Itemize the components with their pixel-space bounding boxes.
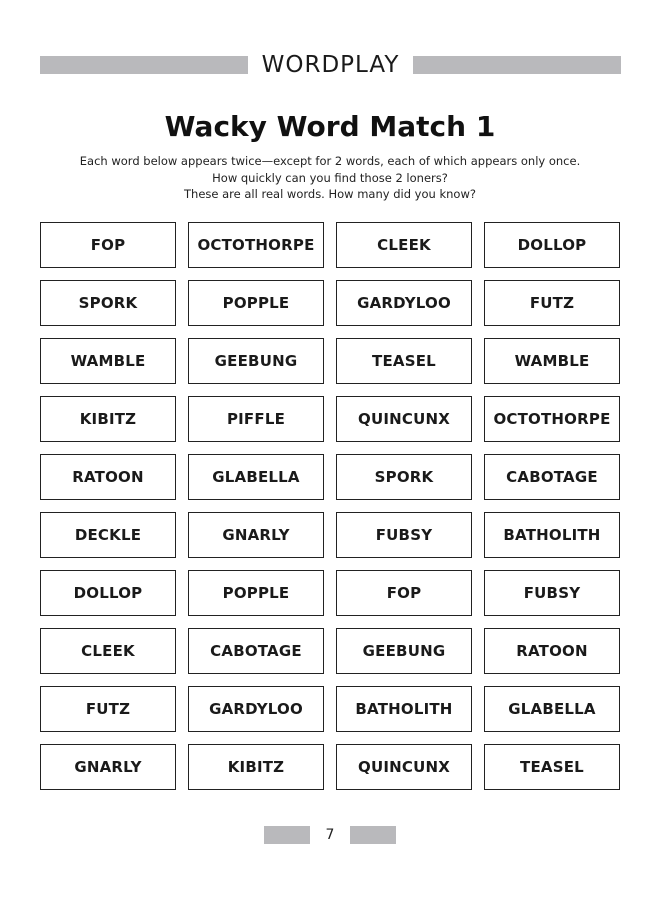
header-bar-right xyxy=(413,56,621,74)
word-cell[interactable]: PIFFLE xyxy=(188,396,324,442)
word-cell[interactable]: GARDYLOO xyxy=(188,686,324,732)
word-cell[interactable]: BATHOLITH xyxy=(484,512,620,558)
word-cell[interactable]: DOLLOP xyxy=(484,222,620,268)
word-cell[interactable]: RATOON xyxy=(40,454,176,500)
footer-bar-left xyxy=(264,826,310,844)
footer-bar-right xyxy=(350,826,396,844)
word-cell[interactable]: CLEEK xyxy=(40,628,176,674)
word-cell[interactable]: KIBITZ xyxy=(40,396,176,442)
word-cell[interactable]: TEASEL xyxy=(484,744,620,790)
word-cell[interactable]: KIBITZ xyxy=(188,744,324,790)
word-cell[interactable]: GARDYLOO xyxy=(336,280,472,326)
word-cell[interactable]: QUINCUNX xyxy=(336,744,472,790)
section-header xyxy=(40,50,621,80)
instruction-line: Each word below appears twice—except for 2 words, each of which appears only once. xyxy=(79,154,581,168)
word-cell[interactable]: FOP xyxy=(336,570,472,616)
word-cell[interactable]: DECKLE xyxy=(40,512,176,558)
word-grid xyxy=(40,222,620,790)
page-number: 7 xyxy=(325,827,335,843)
word-cell[interactable]: FUTZ xyxy=(484,280,620,326)
word-cell[interactable]: DOLLOP xyxy=(40,570,176,616)
word-cell[interactable]: WAMBLE xyxy=(40,338,176,384)
word-cell[interactable]: FUBSY xyxy=(484,570,620,616)
word-cell[interactable]: QUINCUNX xyxy=(336,396,472,442)
word-cell[interactable]: CABOTAGE xyxy=(188,628,324,674)
word-cell[interactable]: CLEEK xyxy=(336,222,472,268)
page-footer xyxy=(264,825,396,845)
section-label: WORDPLAY xyxy=(261,52,400,78)
word-cell[interactable]: GNARLY xyxy=(40,744,176,790)
word-cell[interactable]: GEEBUNG xyxy=(336,628,472,674)
word-cell[interactable]: BATHOLITH xyxy=(336,686,472,732)
word-cell[interactable]: OCTOTHORPE xyxy=(484,396,620,442)
word-cell[interactable]: GNARLY xyxy=(188,512,324,558)
header-bar-left xyxy=(40,56,248,74)
word-cell[interactable]: SPORK xyxy=(336,454,472,500)
instruction-line: These are all real words. How many did you know? xyxy=(184,187,476,201)
word-cell[interactable]: FUTZ xyxy=(40,686,176,732)
puzzle-title: Wacky Word Match 1 xyxy=(164,110,496,143)
word-cell[interactable]: SPORK xyxy=(40,280,176,326)
word-cell[interactable]: FOP xyxy=(40,222,176,268)
word-cell[interactable]: OCTOTHORPE xyxy=(188,222,324,268)
word-cell[interactable]: TEASEL xyxy=(336,338,472,384)
word-cell[interactable]: FUBSY xyxy=(336,512,472,558)
word-cell[interactable]: GLABELLA xyxy=(188,454,324,500)
word-cell[interactable]: RATOON xyxy=(484,628,620,674)
word-cell[interactable]: POPPLE xyxy=(188,570,324,616)
word-cell[interactable]: WAMBLE xyxy=(484,338,620,384)
instruction-line: How quickly can you find those 2 loners? xyxy=(212,170,448,185)
puzzle-instructions xyxy=(0,153,660,203)
word-cell[interactable]: POPPLE xyxy=(188,280,324,326)
word-cell[interactable]: GLABELLA xyxy=(484,686,620,732)
word-cell[interactable]: CABOTAGE xyxy=(484,454,620,500)
word-cell[interactable]: GEEBUNG xyxy=(188,338,324,384)
